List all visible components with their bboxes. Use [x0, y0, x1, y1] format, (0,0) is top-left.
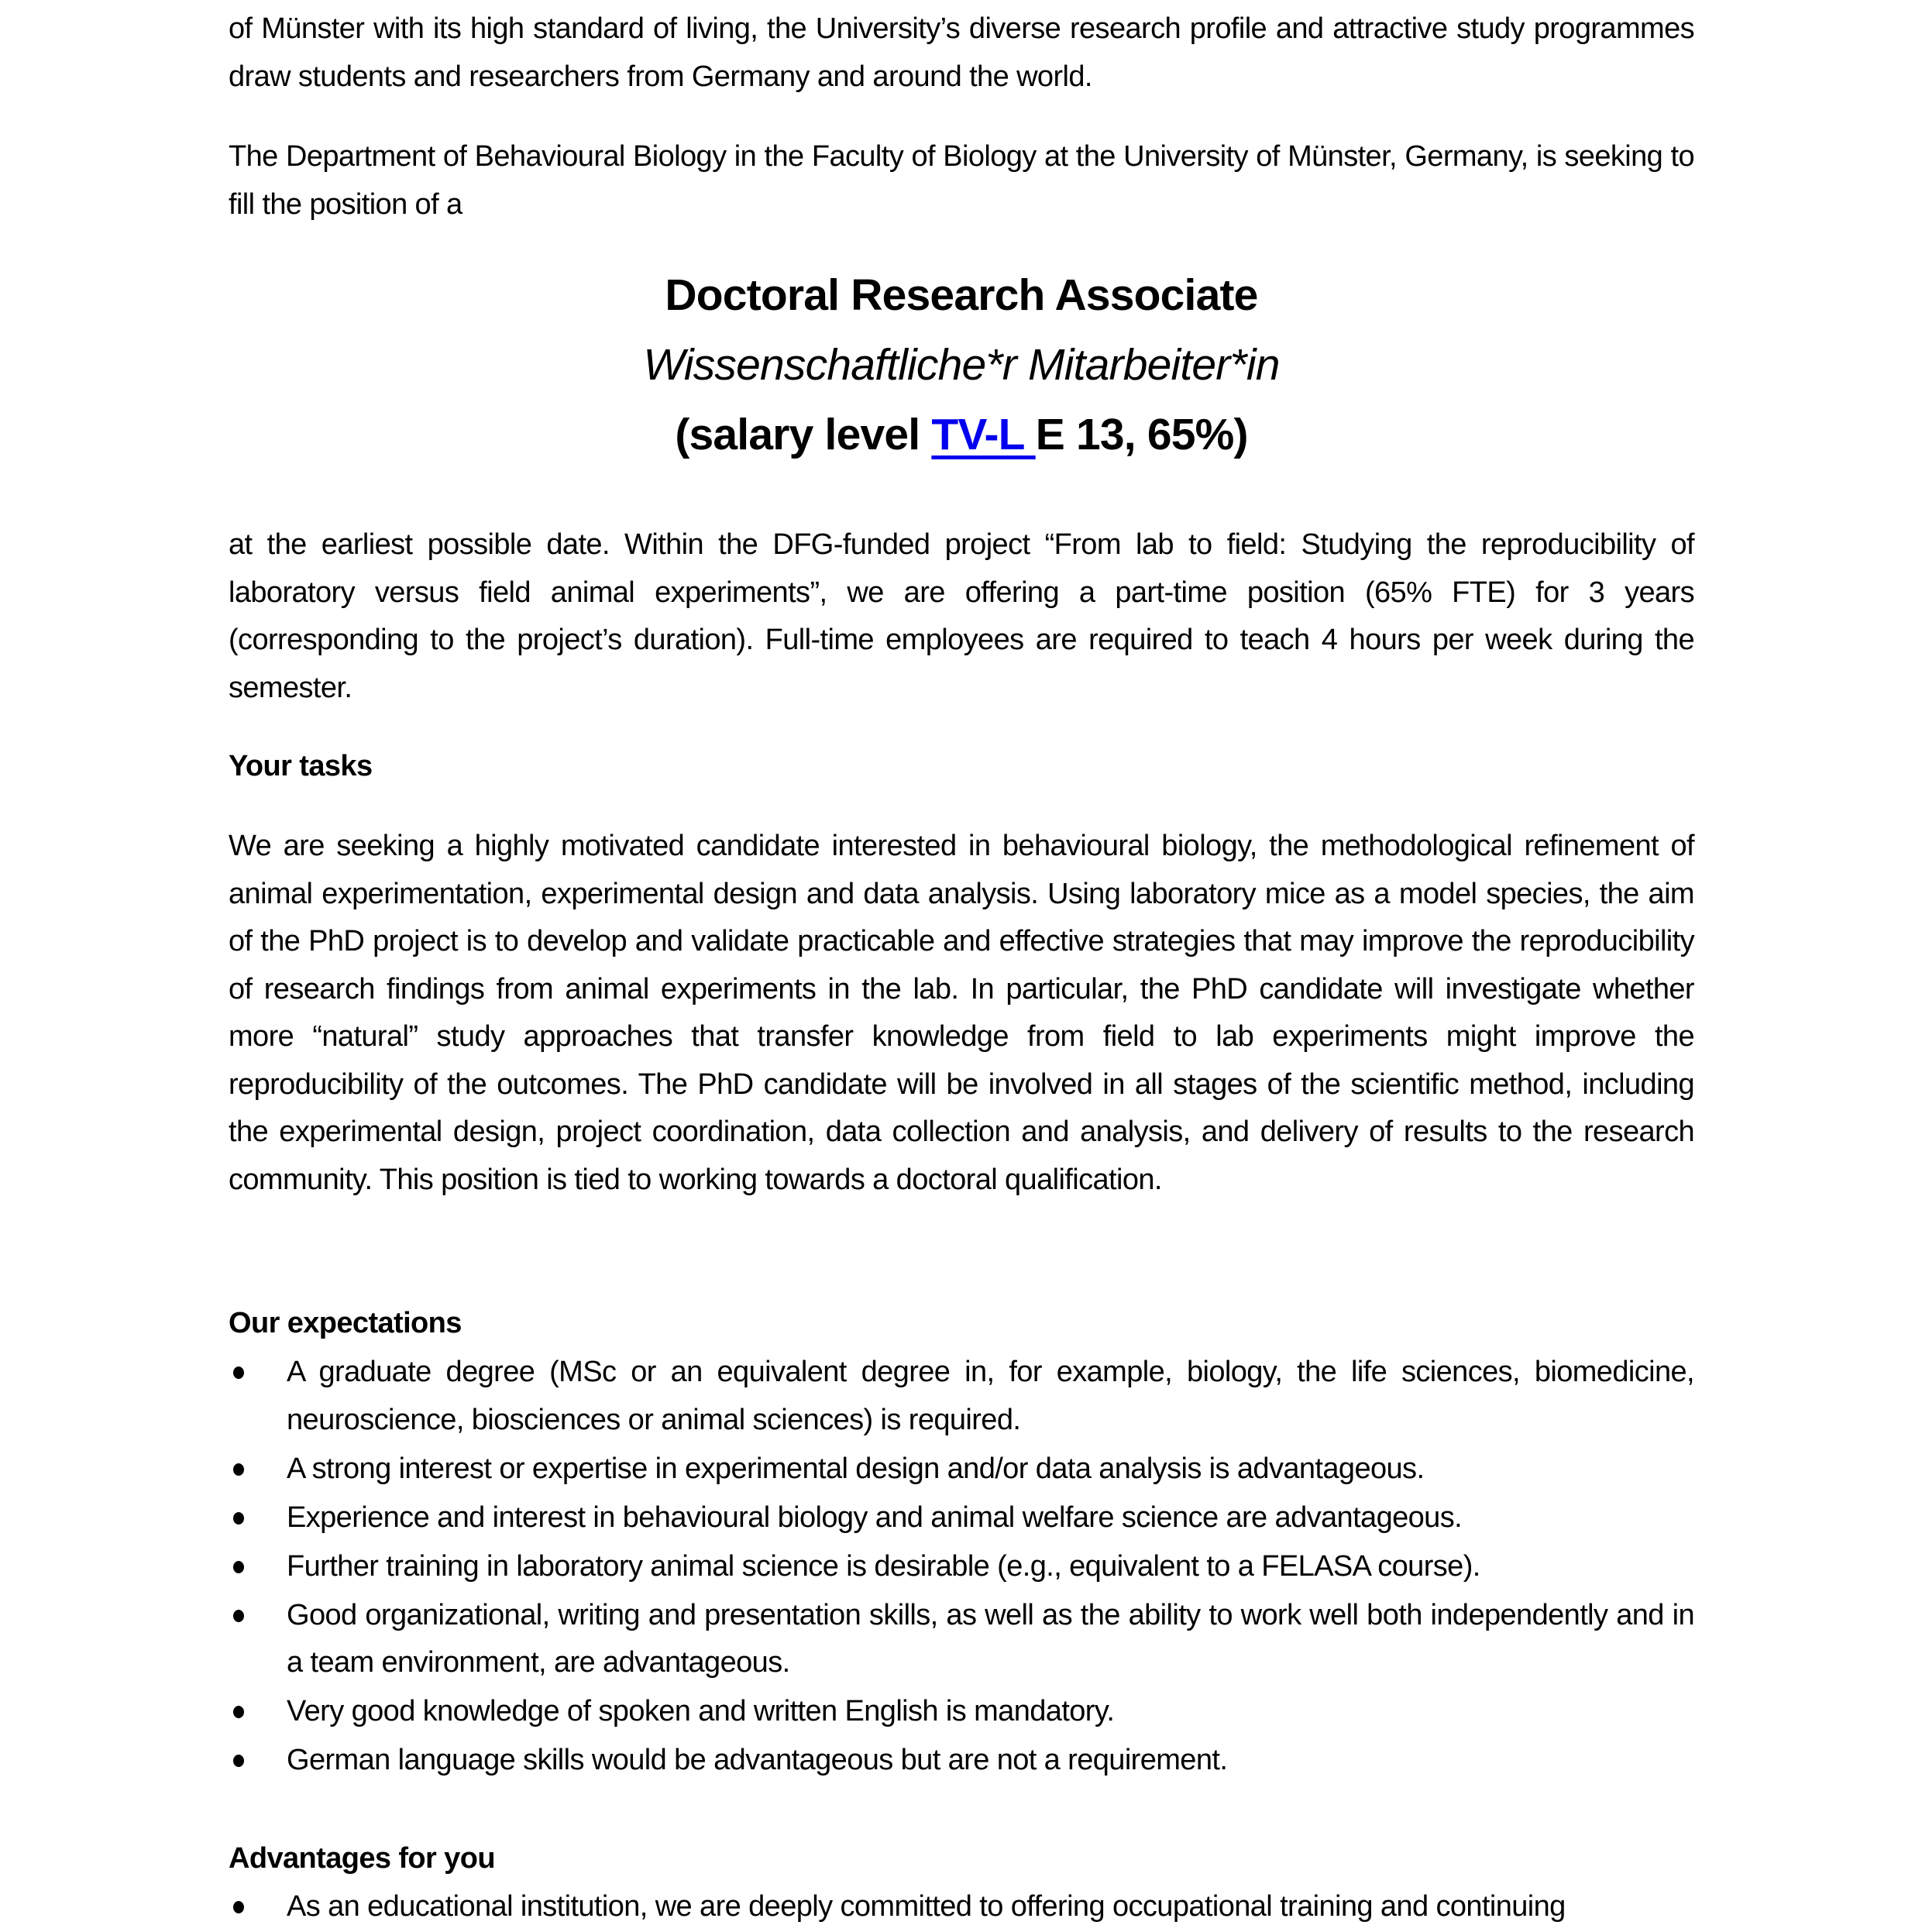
expectation-item: A graduate degree (MSc or an equivalent degree in, for example, biology, the life sciences, biomedicine, neuroscience, biosciences or animal sciences) is required. — [229, 1349, 1694, 1444]
position-title-block — [229, 260, 1694, 469]
expectation-item: A strong interest or expertise in experimental design and/or data analysis is advantageous. — [229, 1446, 1694, 1494]
salary-level — [229, 400, 1694, 469]
bullet-icon — [233, 1610, 244, 1622]
bullet-icon — [233, 1706, 244, 1718]
advantages-heading: Advantages for you — [229, 1842, 495, 1875]
position-title: Doctoral Research Associate — [665, 270, 1258, 320]
advantages-list — [229, 1883, 1694, 1932]
tasks-heading: Your tasks — [229, 750, 373, 782]
intro-paragraph-2: The Department of Behavioural Biology in the Faculty of Biology at the University of Münster, Germany, is seeking to fill the position of a — [229, 140, 1694, 221]
expectation-item: Very good knowledge of spoken and written English is mandatory. — [229, 1688, 1694, 1736]
bullet-icon — [233, 1512, 244, 1525]
bullet-icon — [233, 1561, 244, 1573]
intro-paragraph-1: of Münster with its high standard of living, the University’s diverse research profile and attractive study programmes draw students and researchers from Germany and around the world. — [229, 12, 1694, 93]
expectation-item: Good organizational, writing and presentation skills, as well as the ability to work well both independently and in a team environment, are advantageous. — [229, 1592, 1694, 1687]
salary-suffix: E 13, 65%) — [1035, 410, 1248, 459]
expectations-list — [229, 1349, 1694, 1786]
expectation-item: Experience and interest in behavioural biology and animal welfare science are advantageous. — [229, 1494, 1694, 1542]
advantage-item: As an educational institution, we are deeply committed to offering occupational training and continuing — [229, 1883, 1694, 1931]
details-paragraph: at the earliest possible date. Within the DFG-funded project “From lab to field: Studying the reproducibility of laboratory versus field animal experiments”, we are offering a part-time position (65% FTE) for 3 years (corresponding to the project’s duration). Full-time employees are required to teach 4 hours per week during the semester. — [229, 528, 1694, 704]
salary-prefix: (salary level — [675, 410, 932, 459]
tasks-paragraph: We are seeking a highly motivated candidate interested in behavioural biology, the methodological refinement of animal experimentation, experimental design and data analysis. Using laboratory mice as a model species, the aim of the PhD project is to develop and validate practicable and effective strategies that may improve the reproducibility of research findings from animal experiments in the lab. In particular, the PhD candidate will investigate whether more “natural” study approaches that transfer knowledge from field to lab experiments might improve the reproducibility of the outcomes. The PhD candidate will be involved in all stages of the scientific method, including the experimental design, project coordination, data collection and analysis, and delivery of results to the research community. This position is tied to working towards a doctoral qualification. — [229, 830, 1694, 1196]
bullet-icon — [233, 1755, 244, 1767]
position-german-title: Wissenschaftliche*r Mitarbeiter*in — [643, 340, 1280, 390]
bullet-icon — [233, 1901, 244, 1913]
bullet-icon — [233, 1366, 244, 1379]
tv-l-link[interactable]: TV-L — [931, 410, 1036, 459]
expectations-heading: Our expectations — [229, 1307, 462, 1339]
expectation-item: Further training in laboratory animal science is desirable (e.g., equivalent to a FELASA course). — [229, 1543, 1694, 1591]
expectation-item: German language skills would be advantageous but are not a requirement. — [229, 1737, 1694, 1785]
bullet-icon — [233, 1463, 244, 1476]
